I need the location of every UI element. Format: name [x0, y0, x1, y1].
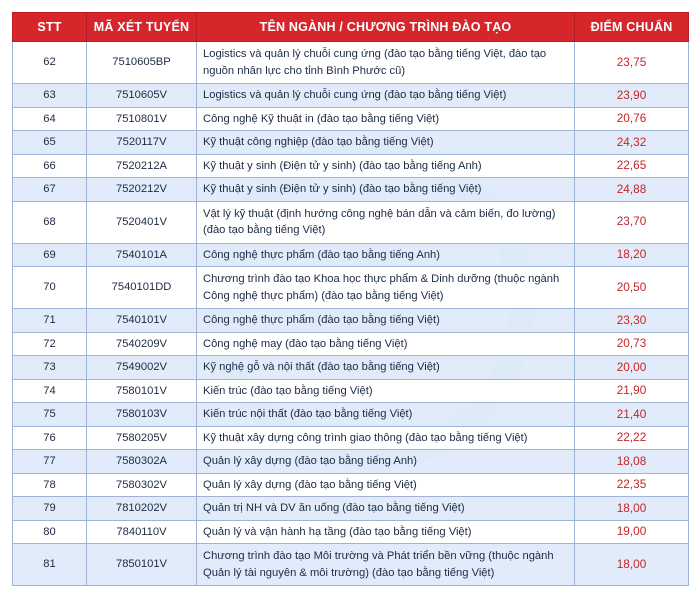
cell-ten-nganh: Kỹ thuật y sinh (Điện tử y sinh) (đào tạo bằng tiếng Việt) [197, 178, 575, 202]
cell-diem-chuan: 20,73 [575, 332, 689, 356]
cell-diem-chuan: 22,65 [575, 154, 689, 178]
cell-stt: 74 [13, 379, 87, 403]
table-row [13, 42, 689, 84]
header-ten-nganh: TÊN NGÀNH / CHƯƠNG TRÌNH ĐÀO TẠO [197, 13, 575, 42]
cell-stt: 69 [13, 243, 87, 267]
cell-ma-xet-tuyen: 7510605BP [87, 42, 197, 84]
cell-stt: 72 [13, 332, 87, 356]
cell-ma-xet-tuyen: 7580101V [87, 379, 197, 403]
table-row [13, 201, 689, 243]
table-row [13, 154, 689, 178]
table-row [13, 332, 689, 356]
cell-ma-xet-tuyen: 7580205V [87, 426, 197, 450]
table-row [13, 84, 689, 108]
cell-ma-xet-tuyen: 7810202V [87, 497, 197, 521]
table-row [13, 544, 689, 586]
cell-ten-nganh: Kiến trúc (đào tạo bằng tiếng Việt) [197, 379, 575, 403]
table-row [13, 178, 689, 202]
cell-stt: 75 [13, 403, 87, 427]
cell-diem-chuan: 23,90 [575, 84, 689, 108]
cell-diem-chuan: 23,70 [575, 201, 689, 243]
cell-ten-nganh: Quản lý và vận hành hạ tầng (đào tạo bằng tiếng Việt) [197, 520, 575, 544]
cell-stt: 77 [13, 450, 87, 474]
cell-ten-nganh: Chương trình đào tạo Môi trường và Phát triển bền vững (thuộc ngành Quản lý tài nguyên & môi trường) (đào tạo bằng tiếng Việt) [197, 544, 575, 586]
table-row [13, 131, 689, 155]
cell-ten-nganh: Chương trình đào tạo Khoa học thực phẩm & Dinh dưỡng (thuộc ngành Công nghệ thực phẩm) (đào tạo bằng tiếng Việt) [197, 267, 575, 309]
header-stt: STT [13, 13, 87, 42]
cell-ten-nganh: Vật lý kỹ thuật (định hướng công nghệ bán dẫn và cảm biến, đo lường) (đào tạo bằng tiếng Việt) [197, 201, 575, 243]
cell-diem-chuan: 24,32 [575, 131, 689, 155]
cell-ma-xet-tuyen: 7540101A [87, 243, 197, 267]
cell-ma-xet-tuyen: 7510801V [87, 107, 197, 131]
cell-diem-chuan: 20,76 [575, 107, 689, 131]
cell-stt: 81 [13, 544, 87, 586]
cell-diem-chuan: 18,00 [575, 497, 689, 521]
cell-ten-nganh: Công nghệ may (đào tạo bằng tiếng Việt) [197, 332, 575, 356]
cell-diem-chuan: 23,75 [575, 42, 689, 84]
table-row [13, 520, 689, 544]
cell-diem-chuan: 18,08 [575, 450, 689, 474]
table-row [13, 107, 689, 131]
cell-ma-xet-tuyen: 7510605V [87, 84, 197, 108]
cell-diem-chuan: 18,20 [575, 243, 689, 267]
header-ma-xet-tuyen: MÃ XÉT TUYỂN [87, 13, 197, 42]
cell-ten-nganh: Công nghệ thực phẩm (đào tạo bằng tiếng Việt) [197, 309, 575, 333]
cell-ma-xet-tuyen: 7840110V [87, 520, 197, 544]
cell-ma-xet-tuyen: 7850101V [87, 544, 197, 586]
cell-diem-chuan: 24,88 [575, 178, 689, 202]
table-row [13, 497, 689, 521]
cell-ma-xet-tuyen: 7540101V [87, 309, 197, 333]
cell-stt: 63 [13, 84, 87, 108]
cell-stt: 66 [13, 154, 87, 178]
cell-ma-xet-tuyen: 7520401V [87, 201, 197, 243]
cell-ma-xet-tuyen: 7520212A [87, 154, 197, 178]
cell-diem-chuan: 22,35 [575, 473, 689, 497]
table-row [13, 426, 689, 450]
table-header-row [13, 13, 689, 42]
table-row [13, 356, 689, 380]
cell-ten-nganh: Công nghệ Kỹ thuật in (đào tạo bằng tiếng Việt) [197, 107, 575, 131]
cell-ten-nganh: Logistics và quản lý chuỗi cung ứng (đào tạo bằng tiếng Việt) [197, 84, 575, 108]
cell-ma-xet-tuyen: 7520117V [87, 131, 197, 155]
cell-ten-nganh: Kỹ thuật công nghiệp (đào tạo bằng tiếng Việt) [197, 131, 575, 155]
cell-ma-xet-tuyen: 7580302A [87, 450, 197, 474]
cell-stt: 73 [13, 356, 87, 380]
cell-diem-chuan: 23,30 [575, 309, 689, 333]
table-row [13, 243, 689, 267]
cell-stt: 62 [13, 42, 87, 84]
cell-ten-nganh: Kiến trúc nội thất (đào tạo bằng tiếng Việt) [197, 403, 575, 427]
cell-diem-chuan: 18,00 [575, 544, 689, 586]
header-diem-chuan: ĐIỂM CHUẨN [575, 13, 689, 42]
cell-ma-xet-tuyen: 7549002V [87, 356, 197, 380]
cell-diem-chuan: 21,40 [575, 403, 689, 427]
cell-ma-xet-tuyen: 7580103V [87, 403, 197, 427]
cell-diem-chuan: 19,00 [575, 520, 689, 544]
cell-stt: 68 [13, 201, 87, 243]
cell-stt: 70 [13, 267, 87, 309]
cell-ten-nganh: Quản lý xây dựng (đào tạo bằng tiếng Anh) [197, 450, 575, 474]
cell-stt: 79 [13, 497, 87, 521]
cell-diem-chuan: 20,00 [575, 356, 689, 380]
cell-diem-chuan: 20,50 [575, 267, 689, 309]
cell-diem-chuan: 22,22 [575, 426, 689, 450]
table-row [13, 379, 689, 403]
cell-ten-nganh: Công nghệ thực phẩm (đào tạo bằng tiếng Anh) [197, 243, 575, 267]
cell-stt: 71 [13, 309, 87, 333]
cell-ma-xet-tuyen: 7540101DD [87, 267, 197, 309]
table-row [13, 450, 689, 474]
cell-ten-nganh: Kỹ thuật y sinh (Điện tử y sinh) (đào tạo bằng tiếng Anh) [197, 154, 575, 178]
cell-stt: 67 [13, 178, 87, 202]
admission-scores-table [12, 12, 689, 586]
cell-ten-nganh: Kỹ nghệ gỗ và nội thất (đào tạo bằng tiếng Việt) [197, 356, 575, 380]
cell-stt: 78 [13, 473, 87, 497]
cell-stt: 76 [13, 426, 87, 450]
cell-ten-nganh: Quản lý xây dựng (đào tạo bằng tiếng Việt) [197, 473, 575, 497]
cell-ma-xet-tuyen: 7520212V [87, 178, 197, 202]
cell-stt: 64 [13, 107, 87, 131]
cell-ten-nganh: Logistics và quản lý chuỗi cung ứng (đào tạo bằng tiếng Việt, đào tạo nguồn nhân lực cho tỉnh Bình Phước cũ) [197, 42, 575, 84]
cell-stt: 80 [13, 520, 87, 544]
table-row [13, 309, 689, 333]
cell-ma-xet-tuyen: 7580302V [87, 473, 197, 497]
cell-ma-xet-tuyen: 7540209V [87, 332, 197, 356]
cell-ten-nganh: Quản trị NH và DV ăn uống (đào tạo bằng tiếng Việt) [197, 497, 575, 521]
table-row [13, 473, 689, 497]
table-row [13, 403, 689, 427]
cell-diem-chuan: 21,90 [575, 379, 689, 403]
table-row [13, 267, 689, 309]
cell-ten-nganh: Kỹ thuật xây dựng công trình giao thông (đào tạo bằng tiếng Việt) [197, 426, 575, 450]
cell-stt: 65 [13, 131, 87, 155]
